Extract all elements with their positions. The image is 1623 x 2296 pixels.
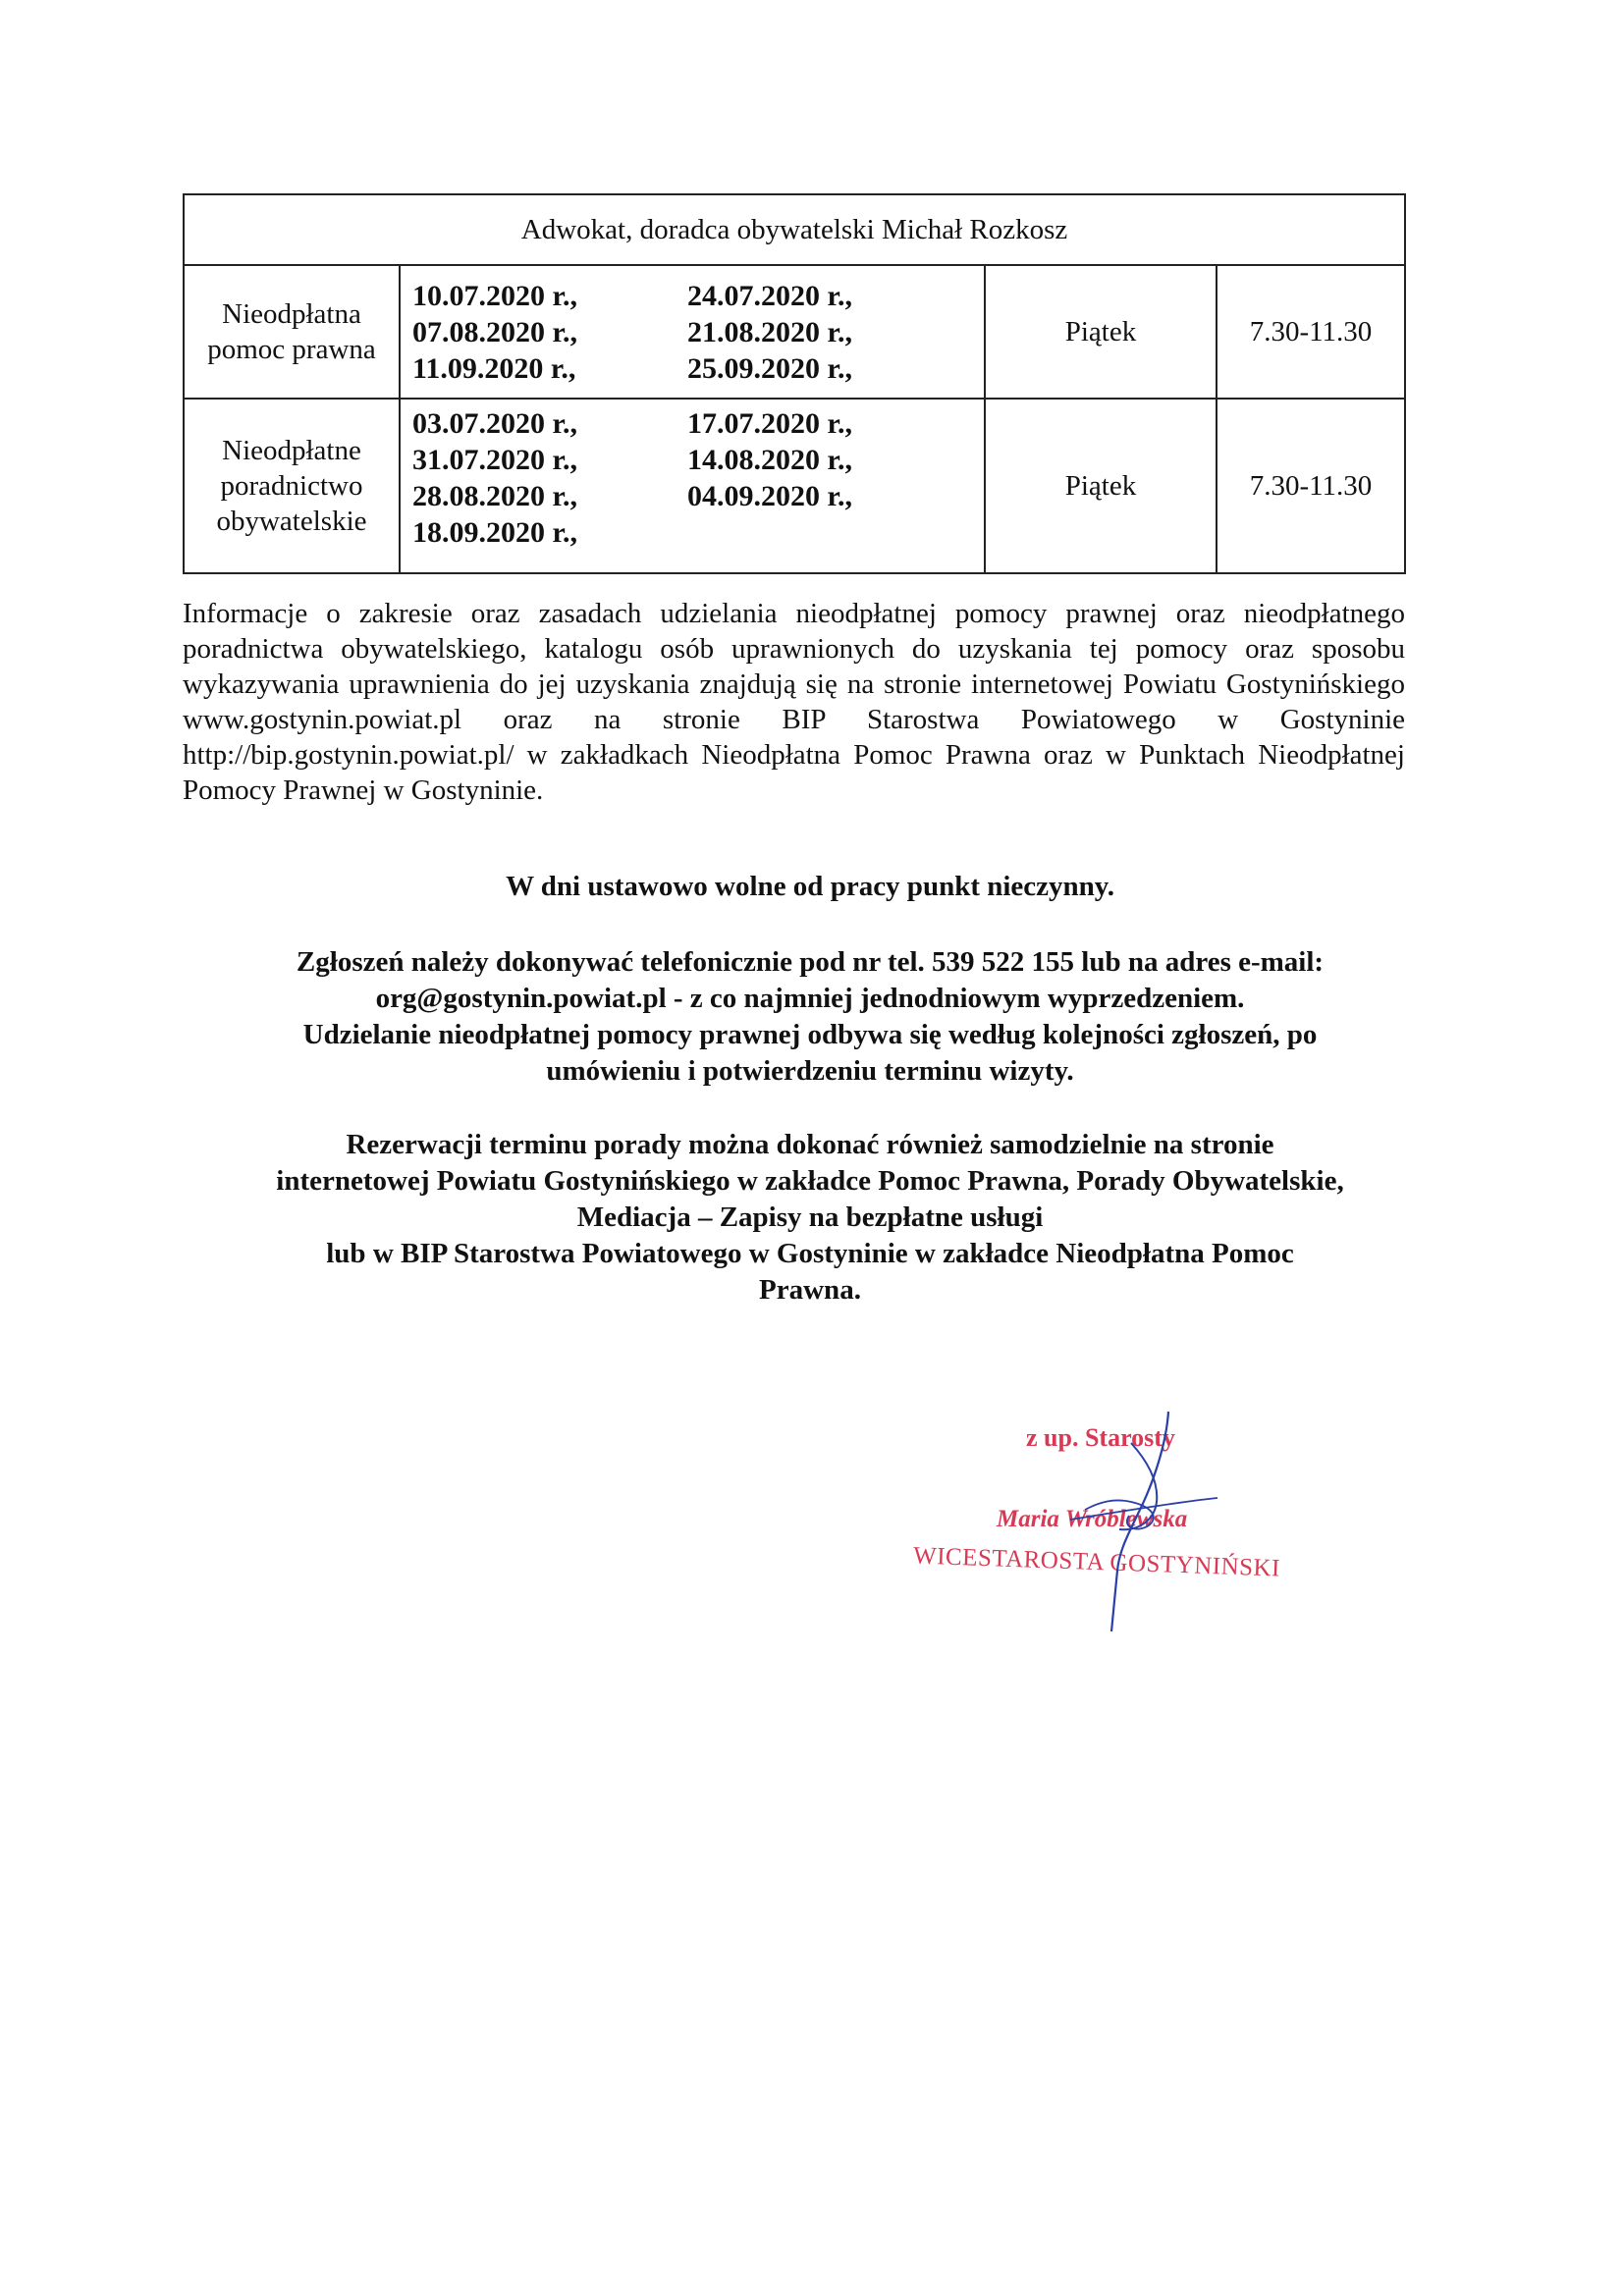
contact-line: org@gostynin.powiat.pl - z co najmniej jednodniowym wyprzedzeniem. [375, 983, 1245, 1014]
closed-notice: W dni ustawowo wolne od pracy punkt nieczynny. [506, 871, 1114, 902]
reservation-line: Mediacja – Zapisy na bezpłatne usługi [576, 1201, 1044, 1233]
reservation-line: Rezerwacji terminu porady można dokonać również samodzielnie na stronie [346, 1129, 1274, 1160]
stamp-name: Maria Wróblewska [997, 1506, 1188, 1532]
table-row [184, 265, 1405, 399]
date: 11.09.2020 r., [412, 351, 576, 385]
service-name: Nieodpłatne poradnictwo obywatelskie [184, 399, 400, 573]
hours: 7.30-11.30 [1217, 399, 1405, 573]
date: 31.07.2020 r., [412, 444, 578, 476]
service-name: Nieodpłatna pomoc prawna [184, 265, 400, 399]
date: 03.07.2020 r., [412, 407, 578, 440]
table-row [184, 399, 1405, 573]
date: 21.08.2020 r., [687, 315, 853, 348]
handwritten-signature-icon [903, 1404, 1316, 1639]
contact-line: umówieniu i potwierdzeniu terminu wizyty. [546, 1055, 1074, 1087]
date: 04.09.2020 r., [687, 480, 853, 512]
date: 14.08.2020 r., [687, 444, 853, 476]
dates-cell [400, 399, 985, 573]
date: 18.09.2020 r., [412, 516, 578, 549]
date: 17.07.2020 r., [687, 407, 853, 440]
date: 10.07.2020 r., [412, 279, 578, 312]
stamp-title: WICESTAROSTA GOSTYNIŃSKI [912, 1542, 1281, 1582]
dates-left [412, 278, 687, 387]
dates-right [687, 405, 962, 551]
stamp-authorization: z up. Starosty [1026, 1423, 1175, 1452]
contact-notice [147, 944, 1473, 1090]
reservation-notice [147, 1127, 1473, 1308]
info-paragraph: Informacje o zakresie oraz zasadach udzielania nieodpłatnej pomocy prawnej oraz nieodpłatnego poradnictwa obywatelskiego, katalogu osób uprawnionych do uzyskania tej pomocy oraz sposobu wykazywania uprawnienia do jej uzyskania znajdują się na stronie internetowej Powiatu Gostynińskiego www.gostynin.powiat.pl oraz na stronie BIP Starostwa Powiatowego w Gostyninie http://bip.gostynin.powiat.pl/ w zakładkach Nieodpłatna Pomoc Prawna oraz w Punktach Nieodpłatnej Pomocy Prawnej w Gostyninie. [183, 598, 1405, 806]
dates-right [687, 278, 962, 387]
dates-left [412, 405, 687, 551]
dates-cell [400, 265, 985, 399]
weekday: Piątek [985, 399, 1217, 573]
date: 07.08.2020 r., [412, 315, 578, 348]
date: 28.08.2020 r., [412, 480, 578, 512]
date: 24.07.2020 r., [687, 279, 853, 312]
reservation-line: internetowej Powiatu Gostynińskiego w zakładce Pomoc Prawna, Porady Obywatelskie, [276, 1165, 1344, 1197]
date: 25.09.2020 r., [687, 351, 853, 385]
weekday: Piątek [985, 265, 1217, 399]
reservation-line: Prawna. [759, 1274, 861, 1306]
reservation-line: lub w BIP Starostwa Powiatowego w Gostyninie w zakładce Nieodpłatna Pomoc [326, 1238, 1294, 1269]
contact-line: Zgłoszeń należy dokonywać telefonicznie pod nr tel. 539 522 155 lub na adres e-mail: [296, 946, 1325, 978]
hours: 7.30-11.30 [1217, 265, 1405, 399]
schedule-table [183, 193, 1406, 574]
contact-line: Udzielanie nieodpłatnej pomocy prawnej odbywa się według kolejności zgłoszeń, po [302, 1019, 1318, 1050]
signature-stamp [903, 1404, 1316, 1639]
table-header: Adwokat, doradca obywatelski Michał Rozkosz [184, 194, 1405, 265]
